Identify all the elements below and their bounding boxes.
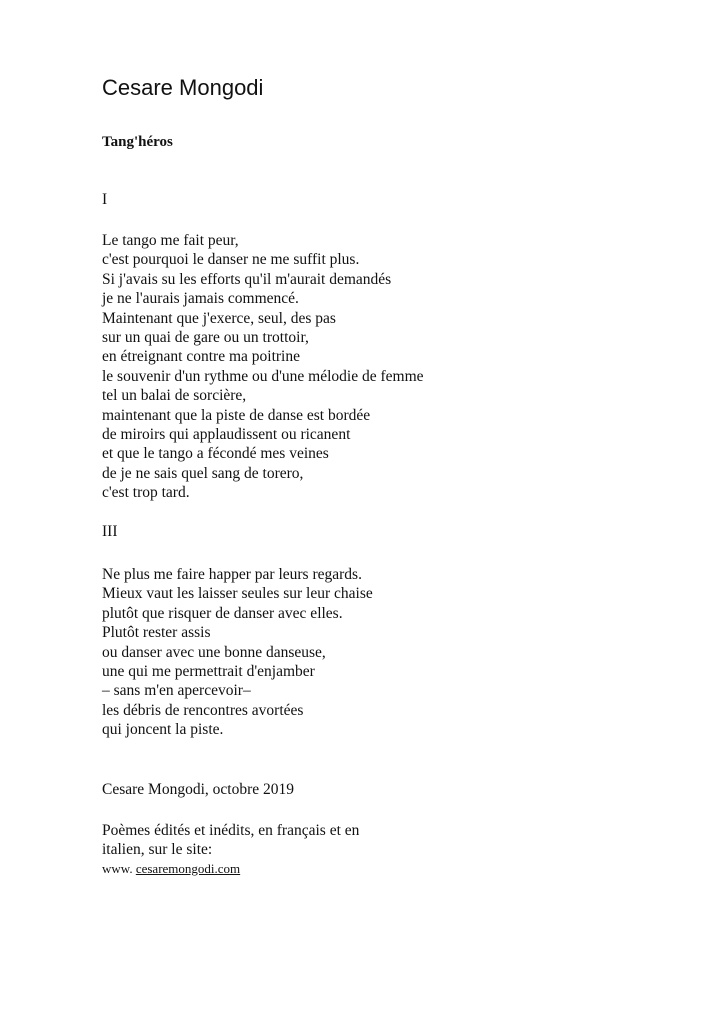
poem-line: Le tango me fait peur, (102, 232, 239, 249)
poem-line: le souvenir d'un rythme ou d'une mélodie de femme (102, 367, 424, 385)
author-heading: Cesare Mongodi (102, 75, 264, 100)
poem-line: je ne l'aurais jamais commencé. (102, 290, 299, 308)
poem-line: Plutôt rester assis (102, 624, 211, 642)
poem-line: c'est pourquoi le danser ne me suffit plus. (102, 251, 360, 269)
poem-line: Ne plus me faire happer par leurs regards. (102, 566, 362, 583)
poem-line: Si j'avais su les efforts qu'il m'aurait demandés (102, 270, 392, 288)
poem-line: tel un balai de sorcière, (102, 387, 247, 405)
site-info: Poèmes édités et inédits, en français et en italien, sur le site: (102, 822, 360, 859)
poem-line: maintenant que la piste de danse est bordée (102, 406, 371, 424)
poem-line: Mieux vaut les laisser seules sur leur chaise (102, 585, 373, 603)
site-link[interactable]: cesaremongodi.com (135, 861, 241, 876)
poem-line: ou danser avec une bonne danseuse, (102, 643, 326, 661)
poem-line: Maintenant que j'exerce, seul, des pas (102, 309, 336, 327)
poem-title: Tang'héros (102, 134, 173, 150)
poem-line: qui joncent la piste. (102, 721, 224, 739)
signature: Cesare Mongodi, octobre 2019 (102, 781, 294, 798)
poem-line: en étreignant contre ma poitrine (102, 348, 300, 366)
poem-line: sur un quai de gare ou un trottoir, (102, 329, 309, 347)
site-prefix: www. (102, 861, 133, 876)
site-line (102, 860, 240, 878)
poem-line: de miroirs qui applaudissent ou ricanent (102, 426, 351, 444)
stanza-3 (102, 565, 373, 740)
poem-line: plutôt que risquer de danser avec elles. (102, 604, 343, 622)
poem-line: les débris de rencontres avortées (102, 701, 304, 719)
poem-line: et que le tango a fécondé mes veines (102, 445, 329, 463)
stanza-1 (102, 231, 424, 503)
document-page (102, 0, 702, 1024)
poem-line: c'est trop tard. (102, 484, 190, 502)
section-number-3: III (102, 523, 118, 540)
section-number-1: I (102, 191, 108, 208)
poem-line: de je ne sais quel sang de torero, (102, 464, 304, 482)
poem-line: une qui me permettrait d'enjamber (102, 663, 315, 681)
poem-line: – sans m'en apercevoir– (102, 682, 251, 700)
